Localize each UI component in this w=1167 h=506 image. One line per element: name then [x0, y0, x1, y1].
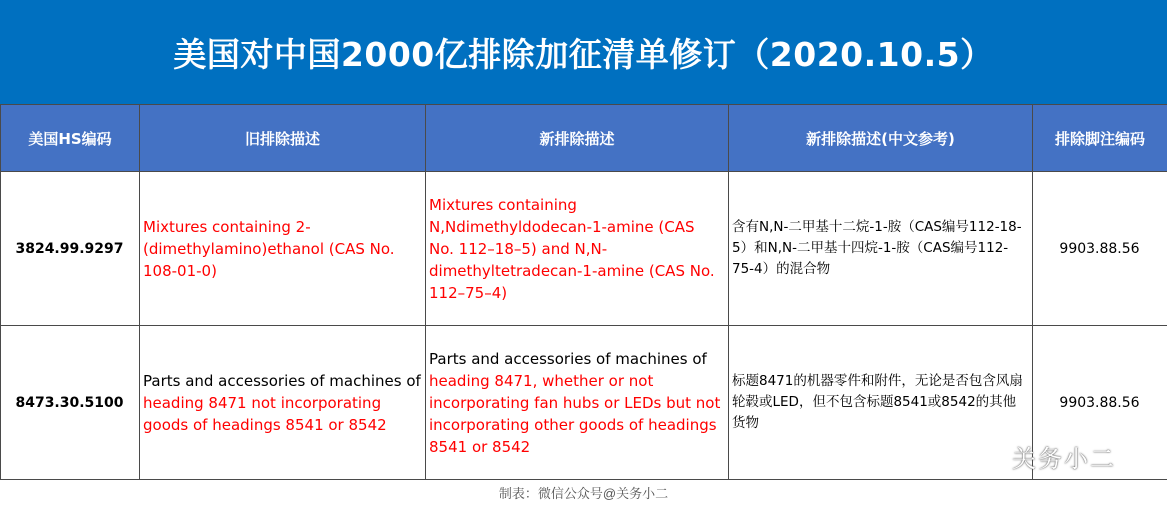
page-title: 美国对中国2000亿排除加征清单修订（2020.10.5）	[0, 0, 1167, 104]
wechat-icon	[960, 440, 1004, 472]
new-desc-cell	[426, 172, 729, 326]
cn-desc-cell: 含有N,N-二甲基十二烷-1-胺（CAS编号112-18-5）和N,N-二甲基十四烷-1-胺（CAS编号112-75-4）的混合物	[729, 172, 1033, 326]
new-desc-text: Parts and accessories of machines of	[429, 349, 707, 368]
exclusion-table	[0, 104, 1167, 480]
hs-code-cell: 8473.30.5100	[1, 326, 140, 480]
table-row	[1, 172, 1167, 326]
new-desc-cell	[426, 326, 729, 480]
table-credit: 制表：微信公众号@关务小二	[498, 486, 669, 501]
new-desc-highlight: Mixtures containing N,Ndimethyldodecan-1-amine (CAS No. 112–18–5) and N,N-dimethyltetradecan-1-amine (CAS No. 112–75–4)	[429, 195, 715, 302]
hs-code-cell: 3824.99.9297	[1, 172, 140, 326]
header-hs-code: 美国HS编码	[1, 105, 140, 172]
cn-desc-cell: 标题8471的机器零件和附件，无论是否包含风扇轮毂或LED，但不包含标题8541或8542的其他货物	[729, 326, 1033, 480]
watermark-text: 关务小二	[1012, 444, 1116, 473]
header-new-desc: 新排除描述	[426, 105, 729, 172]
footnote-code-cell: 9903.88.56	[1033, 326, 1167, 480]
old-desc-cell	[140, 172, 426, 326]
old-desc-cell	[140, 326, 426, 480]
watermark	[960, 438, 1116, 474]
old-desc-highlight: Mixtures containing 2-(dimethylamino)ethanol (CAS No. 108-01-0)	[143, 217, 395, 280]
header-footnote-code: 排除脚注编码	[1033, 105, 1167, 172]
header-new-desc-cn: 新排除描述(中文参考)	[729, 105, 1033, 172]
header-old-desc: 旧排除描述	[140, 105, 426, 172]
old-desc-highlight: heading 8471 not incorporating goods of headings 8541 or 8542	[143, 393, 387, 434]
new-desc-highlight: heading 8471, whether or not incorporating fan hubs or LEDs but not incorporating other goods of headings 8541 or 8542	[429, 371, 721, 456]
table-header-row	[1, 105, 1167, 172]
footnote-code-cell: 9903.88.56	[1033, 172, 1167, 326]
old-desc-text: Parts and accessories of machines of	[143, 371, 421, 390]
